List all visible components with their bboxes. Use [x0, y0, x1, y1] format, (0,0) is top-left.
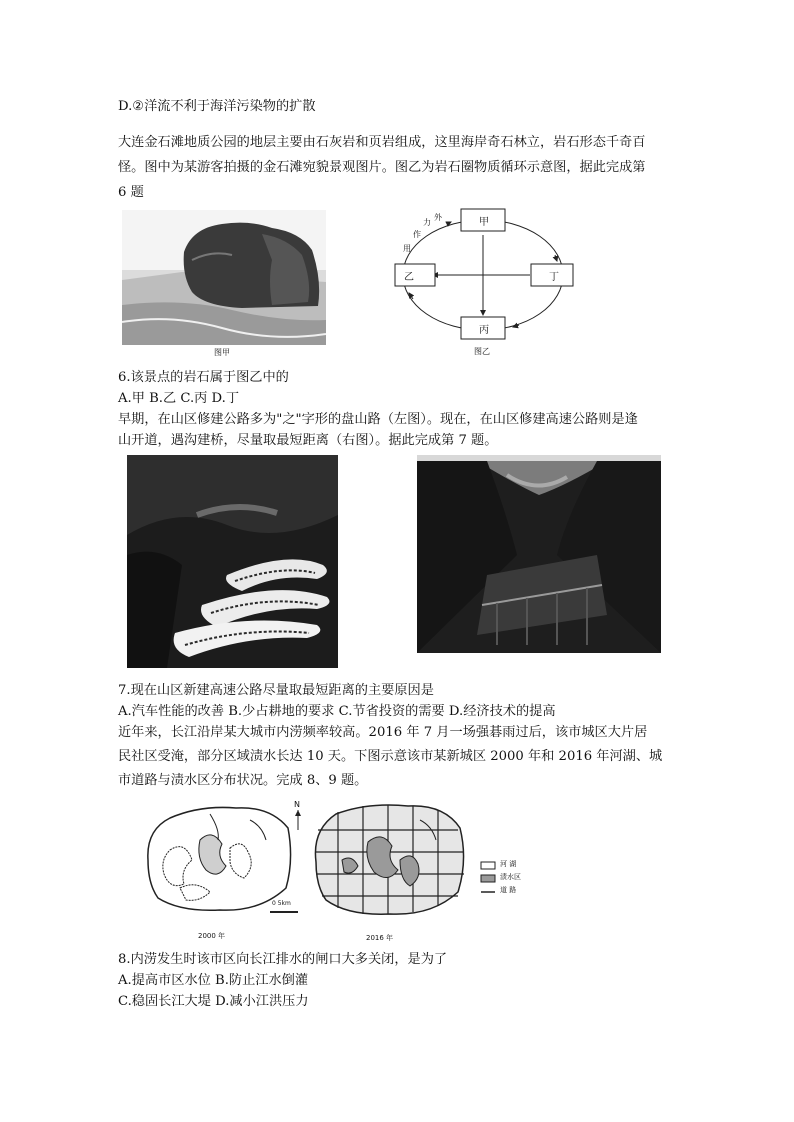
passage-3-line-3: 市道路与渍水区分布状况。完成 8、9 题。 — [118, 773, 368, 788]
legend-waterlog-swatch — [481, 875, 495, 882]
passage-1-line-3: 6 题 — [118, 185, 144, 200]
passage-1-line-1: 大连金石滩地质公园的地层主要由石灰岩和页岩组成，这里海岸奇石林立，岩石形态千奇百 — [118, 135, 646, 150]
label-zuo: 作 — [413, 230, 421, 239]
question-7-options: A.汽车性能的改善 B.少占耕地的要求 C.节省投资的需要 D.经济技术的提高 — [118, 704, 556, 719]
question-8-options-ab: A.提高市区水位 B.防止江水倒灌 — [118, 973, 309, 988]
option-5d: D.②洋流不利于海洋污染物的扩散 — [118, 99, 316, 114]
city-map-2016 — [308, 800, 473, 920]
label-li: 力 — [423, 218, 431, 227]
node-jia: 甲 — [479, 217, 489, 228]
highway-valley-photo — [417, 455, 661, 653]
legend-swatches — [480, 860, 496, 900]
node-yi: 乙 — [404, 272, 414, 283]
scale-label: 0 5km — [272, 900, 291, 907]
question-8: 8.内涝发生时该市区向长江排水的闸口大多关闭，是为了 — [118, 952, 448, 967]
map-2016-year: 2016 年 — [366, 934, 394, 942]
label-wai: 外 — [434, 213, 442, 222]
passage-2-line-2: 山开道，遇沟建桥，尽量取最短距离（右图）。据此完成第 7 题。 — [118, 433, 498, 448]
legend-waterlog: 渍水区 — [500, 873, 521, 881]
label-yong: 用 — [403, 244, 411, 253]
photo-caption: 图甲 — [214, 348, 230, 357]
legend-road: 道 路 — [500, 886, 517, 894]
scale-bar — [270, 910, 298, 914]
node-bing: 丙 — [479, 325, 489, 336]
switchback-road-photo — [127, 455, 338, 668]
question-7: 7.现在山区新建高速公路尽量取最短距离的主要原因是 — [118, 683, 434, 698]
passage-3-line-1: 近年来，长江沿岸某大城市内涝频率较高。2016 年 7 月一场强碁雨过后，该市城区大片居 — [118, 725, 648, 740]
node-ding: 丁 — [549, 272, 559, 283]
legend-lake: 河 湖 — [500, 860, 517, 868]
question-6-options: A.甲 B.乙 C.丙 D.丁 — [118, 391, 240, 406]
north-arrow: N — [294, 800, 300, 809]
passage-1-line-2: 怪。图中为某游客拍摄的金石滩宛貌景观图片。图乙为岩石圈物质循环示意图，据此完成第 — [118, 160, 646, 175]
north-arrow-icon — [294, 810, 302, 830]
legend-lake-swatch — [481, 862, 495, 869]
map-2000-year: 2000 年 — [198, 932, 226, 940]
passage-2-line-1: 早期，在山区修建公路多为"之"字形的盘山路（左图）。现在，在山区修建高速公路则是逢 — [118, 412, 638, 427]
question-6: 6.该景点的岩石属于图乙中的 — [118, 370, 289, 385]
rock-photo — [122, 210, 326, 345]
passage-3-line-2: 民社区受淹，部分区域渍水长达 10 天。下图示意该市某新城区 2000 年和 2016 年河湖、城 — [118, 749, 663, 764]
diagram-caption: 图乙 — [474, 347, 490, 356]
question-8-options-cd: C.稳固长江大堤 D.减小江洪压力 — [118, 994, 309, 1009]
